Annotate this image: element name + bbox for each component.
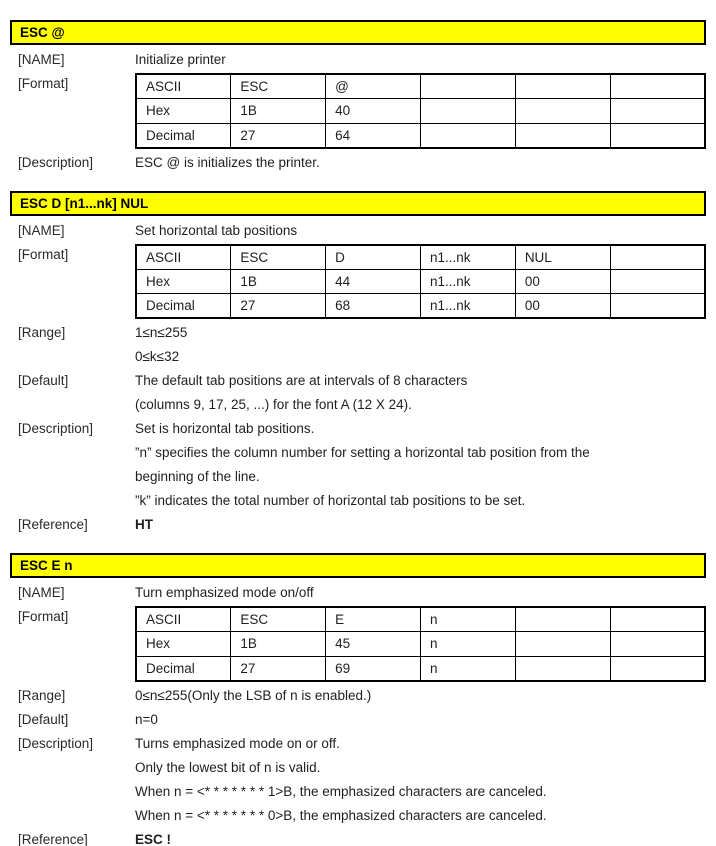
format-cell bbox=[420, 74, 515, 99]
field-row-format bbox=[10, 243, 706, 322]
format-row-decimal bbox=[136, 294, 705, 319]
format-cell: 27 bbox=[231, 123, 326, 148]
format-cell: n1...nk bbox=[420, 269, 515, 294]
field-text: Set is horizontal tab positions. bbox=[135, 421, 315, 436]
field-text: ESC ! bbox=[135, 831, 172, 846]
format-cell: 27 bbox=[231, 294, 326, 319]
field-text: Initialize printer bbox=[135, 52, 226, 67]
format-cell bbox=[610, 245, 705, 270]
field-label: [Reference] bbox=[18, 517, 88, 532]
format-cell bbox=[515, 632, 610, 657]
field-label: [Default] bbox=[18, 373, 69, 388]
format-cell: ASCII bbox=[136, 245, 231, 270]
format-cell: ESC bbox=[231, 607, 326, 632]
command-title: ESC E n bbox=[10, 553, 706, 578]
format-cell bbox=[610, 656, 705, 681]
format-cell bbox=[610, 123, 705, 148]
command-section-esc-e bbox=[10, 553, 706, 846]
field-text: Turn emphasized mode on/off bbox=[135, 585, 314, 600]
field-text: 0≤k≤32 bbox=[135, 349, 180, 364]
field-row-name bbox=[10, 581, 706, 605]
field-text: beginning of the line. bbox=[135, 469, 260, 484]
format-table bbox=[135, 244, 706, 320]
field-label: [NAME] bbox=[18, 222, 65, 238]
field-text: 0≤n≤255(Only the LSB of n is enabled.) bbox=[135, 687, 372, 703]
field-row-description bbox=[10, 417, 706, 513]
format-cell bbox=[610, 99, 705, 124]
format-cell: 00 bbox=[515, 269, 610, 294]
format-cell bbox=[610, 269, 705, 294]
format-cell bbox=[515, 99, 610, 124]
field-text: Turns emphasized mode on or off. bbox=[135, 735, 340, 751]
format-row-hex bbox=[136, 269, 705, 294]
field-label: [Description] bbox=[18, 421, 94, 436]
format-cell bbox=[515, 74, 610, 99]
format-cell bbox=[610, 74, 705, 99]
field-text: Only the lowest bit of n is valid. bbox=[135, 759, 321, 775]
format-row-hex bbox=[136, 99, 705, 124]
field-text: ESC @ is initializes the printer. bbox=[135, 154, 320, 170]
field-row-format bbox=[10, 605, 706, 684]
format-cell: n1...nk bbox=[420, 294, 515, 319]
format-cell: 69 bbox=[326, 656, 421, 681]
field-row-reference bbox=[10, 513, 706, 537]
field-label: [NAME] bbox=[18, 52, 65, 67]
format-cell: ASCII bbox=[136, 607, 231, 632]
format-cell bbox=[420, 123, 515, 148]
field-text: ”k” indicates the total number of horizontal tab positions to be set. bbox=[135, 493, 526, 508]
field-text: 1≤n≤255 bbox=[135, 325, 188, 340]
format-row-ascii bbox=[136, 607, 705, 632]
format-cell: 45 bbox=[326, 632, 421, 657]
format-cell: 68 bbox=[326, 294, 421, 319]
field-text: ”n” specifies the column number for setting a horizontal tab position from the bbox=[135, 445, 590, 460]
format-cell bbox=[515, 123, 610, 148]
field-text: When n = <* * * * * * * 0>B, the emphasized characters are canceled. bbox=[135, 807, 547, 823]
format-cell: ESC bbox=[231, 74, 326, 99]
format-cell bbox=[610, 294, 705, 319]
format-cell: E bbox=[326, 607, 421, 632]
format-cell: NUL bbox=[515, 245, 610, 270]
format-table bbox=[135, 606, 706, 682]
format-row-ascii bbox=[136, 74, 705, 99]
field-label: [Description] bbox=[18, 735, 94, 751]
format-cell: 1B bbox=[231, 269, 326, 294]
format-cell: 44 bbox=[326, 269, 421, 294]
field-label: [Reference] bbox=[18, 831, 88, 846]
field-label: [Default] bbox=[18, 711, 69, 727]
field-label: [Range] bbox=[18, 325, 66, 340]
field-row-format bbox=[10, 72, 706, 151]
format-cell: n bbox=[420, 656, 515, 681]
format-cell: 27 bbox=[231, 656, 326, 681]
format-cell: ESC bbox=[231, 245, 326, 270]
format-row-hex bbox=[136, 632, 705, 657]
format-cell bbox=[610, 632, 705, 657]
field-text: The default tab positions are at intervals of 8 characters bbox=[135, 373, 468, 388]
format-cell: ASCII bbox=[136, 74, 231, 99]
format-cell: Hex bbox=[136, 99, 231, 124]
format-cell bbox=[610, 607, 705, 632]
field-row-name bbox=[10, 219, 706, 243]
command-section-esc-at bbox=[10, 20, 706, 175]
field-label: [NAME] bbox=[18, 585, 65, 600]
format-cell bbox=[420, 99, 515, 124]
field-text: HT bbox=[135, 517, 153, 532]
field-row-range bbox=[10, 684, 706, 708]
field-row-range bbox=[10, 321, 706, 369]
format-cell: Decimal bbox=[136, 656, 231, 681]
field-text: Set horizontal tab positions bbox=[135, 222, 298, 238]
format-cell: n1...nk bbox=[420, 245, 515, 270]
format-row-decimal bbox=[136, 123, 705, 148]
format-row-ascii bbox=[136, 245, 705, 270]
field-label: [Range] bbox=[18, 687, 66, 703]
field-text: (columns 9, 17, 25, ...) for the font A (12 X 24). bbox=[135, 397, 412, 412]
format-cell: 1B bbox=[231, 632, 326, 657]
format-cell: Decimal bbox=[136, 294, 231, 319]
field-row-description bbox=[10, 732, 706, 828]
format-cell: 00 bbox=[515, 294, 610, 319]
field-label: [Format] bbox=[18, 76, 69, 91]
field-row-default bbox=[10, 369, 706, 417]
command-title: ESC D [n1...nk] NUL bbox=[10, 191, 706, 216]
format-cell: 40 bbox=[326, 99, 421, 124]
format-cell: Decimal bbox=[136, 123, 231, 148]
field-label: [Format] bbox=[18, 246, 69, 262]
command-title: ESC @ bbox=[10, 20, 706, 45]
format-cell: 64 bbox=[326, 123, 421, 148]
format-cell: D bbox=[326, 245, 421, 270]
field-label: [Description] bbox=[18, 154, 94, 170]
command-section-esc-d bbox=[10, 191, 706, 538]
format-cell: Hex bbox=[136, 632, 231, 657]
format-row-decimal bbox=[136, 656, 705, 681]
format-cell: Hex bbox=[136, 269, 231, 294]
field-row-reference bbox=[10, 828, 706, 846]
format-cell bbox=[515, 607, 610, 632]
format-cell: n bbox=[420, 632, 515, 657]
format-cell bbox=[515, 656, 610, 681]
format-table bbox=[135, 73, 706, 149]
format-cell: 1B bbox=[231, 99, 326, 124]
field-row-description bbox=[10, 151, 706, 175]
field-label: [Format] bbox=[18, 609, 69, 624]
field-row-default bbox=[10, 708, 706, 732]
field-text: n=0 bbox=[135, 711, 158, 727]
field-row-name bbox=[10, 48, 706, 72]
field-text: When n = <* * * * * * * 1>B, the emphasized characters are canceled. bbox=[135, 783, 547, 799]
format-cell: @ bbox=[326, 74, 421, 99]
format-cell: n bbox=[420, 607, 515, 632]
